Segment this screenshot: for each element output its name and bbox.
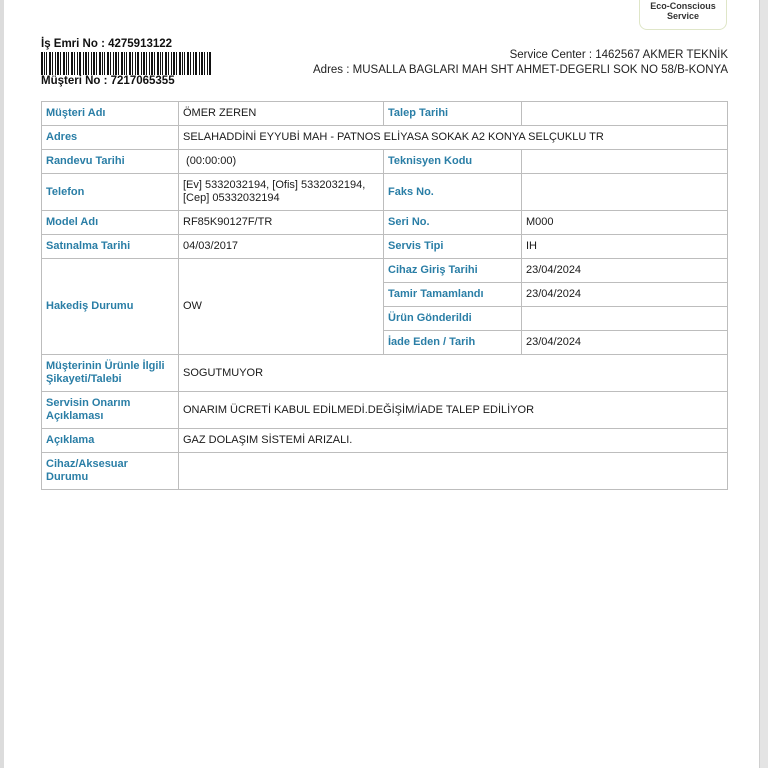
repair-description-label — [42, 392, 179, 429]
table-row — [42, 429, 728, 453]
table-row — [42, 235, 728, 259]
table-row — [42, 174, 728, 211]
request-date-value — [522, 102, 728, 126]
page-edge-right — [759, 0, 768, 768]
phone-value — [179, 174, 384, 211]
serial-no-label: Seri No. — [384, 211, 522, 235]
barcode-icon — [41, 52, 211, 75]
appointment-date-label: Randevu Tarihi — [42, 150, 179, 174]
technician-code-value — [522, 150, 728, 174]
complaint-value: SOGUTMUYOR — [179, 355, 728, 392]
table-row — [42, 392, 728, 429]
table-row — [42, 211, 728, 235]
product-shipped-label: Ürün Gönderildi — [384, 307, 522, 331]
work-order-number: İş Emri No : 4275913122 — [41, 38, 173, 50]
badge-line2: Service — [666, 11, 700, 21]
fax-label: Faks No. — [384, 174, 522, 211]
table-row — [42, 150, 728, 174]
device-entry-date-value: 23/04/2024 — [522, 259, 728, 283]
device-entry-date-label: Cihaz Giriş Tarihi — [384, 259, 522, 283]
warranty-status-value: OW — [179, 259, 384, 355]
repair-description-label-line2: Açıklaması — [46, 410, 104, 422]
complaint-label-line1: Müşterinin Ürünle İlgili — [46, 360, 165, 372]
repair-description-value: ONARIM ÜCRETİ KABUL EDİLMEDİ.DEĞİŞİM/İADE TALEP EDİLİYOR — [179, 392, 728, 429]
complaint-label-line2: Şikayeti/Talebi — [46, 373, 122, 385]
accessory-status-label-line1: Cihaz/Aksesuar — [46, 458, 128, 470]
service-type-label: Servis Tipi — [384, 235, 522, 259]
table-row — [42, 102, 728, 126]
warranty-status-label: Hakediş Durumu — [42, 259, 179, 355]
customer-name-label: Müşteri Adı — [42, 102, 179, 126]
accessory-status-value — [179, 453, 728, 490]
service-form-table — [41, 101, 728, 490]
purchase-date-label: Satınalma Tarihi — [42, 235, 179, 259]
address-label: Adres — [42, 126, 179, 150]
repair-completed-label: Tamir Tamamlandı — [384, 283, 522, 307]
service-type-value: IH — [522, 235, 728, 259]
table-row — [42, 126, 728, 150]
model-name-value: RF85K90127F/TR — [179, 211, 384, 235]
description-value: GAZ DOLAŞIM SİSTEMİ ARIZALI. — [179, 429, 728, 453]
repair-completed-value: 23/04/2024 — [522, 283, 728, 307]
fax-value — [522, 174, 728, 211]
page-edge-left — [0, 0, 4, 768]
service-center-address: Adres : MUSALLA BAGLARI MAH SHT AHMET-DEGERLI SOK NO 58/B-KONYA — [313, 64, 728, 76]
customer-name-value: ÖMER ZEREN — [179, 102, 384, 126]
product-shipped-value — [522, 307, 728, 331]
phone-line2: [Cep] 05332032194 — [183, 192, 280, 204]
order-header — [41, 38, 211, 88]
serial-no-value: M000 — [522, 211, 728, 235]
repair-description-label-line1: Servisin Onarım — [46, 397, 131, 409]
returned-by-date-value: 23/04/2024 — [522, 331, 728, 355]
accessory-status-label — [42, 453, 179, 490]
phone-line1: [Ev] 5332032194, [Ofis] 5332032194, — [183, 179, 366, 191]
accessory-status-label-line2: Durumu — [46, 471, 89, 483]
purchase-date-value: 04/03/2017 — [179, 235, 384, 259]
service-center: Service Center : 1462567 AKMER TEKNİK — [509, 49, 728, 61]
complaint-label — [42, 355, 179, 392]
model-name-label: Model Adı — [42, 211, 179, 235]
appointment-date-value: (00:00:00) — [179, 150, 384, 174]
request-date-label: Talep Tarihi — [384, 102, 522, 126]
address-value: SELAHADDİNİ EYYUBİ MAH - PATNOS ELİYASA SOKAK A2 KONYA SELÇUKLU TR — [179, 126, 728, 150]
badge-line1: Eco-Conscious — [650, 1, 716, 11]
eco-conscious-badge — [639, 0, 727, 30]
table-row — [42, 355, 728, 392]
description-label: Açıklama — [42, 429, 179, 453]
table-row — [42, 259, 728, 283]
phone-label: Telefon — [42, 174, 179, 211]
service-center-info — [313, 48, 728, 78]
table-row — [42, 453, 728, 490]
customer-number: Müşteri No : 7217065355 — [41, 75, 175, 87]
technician-code-label: Teknisyen Kodu — [384, 150, 522, 174]
returned-by-date-label: İade Eden / Tarih — [384, 331, 522, 355]
